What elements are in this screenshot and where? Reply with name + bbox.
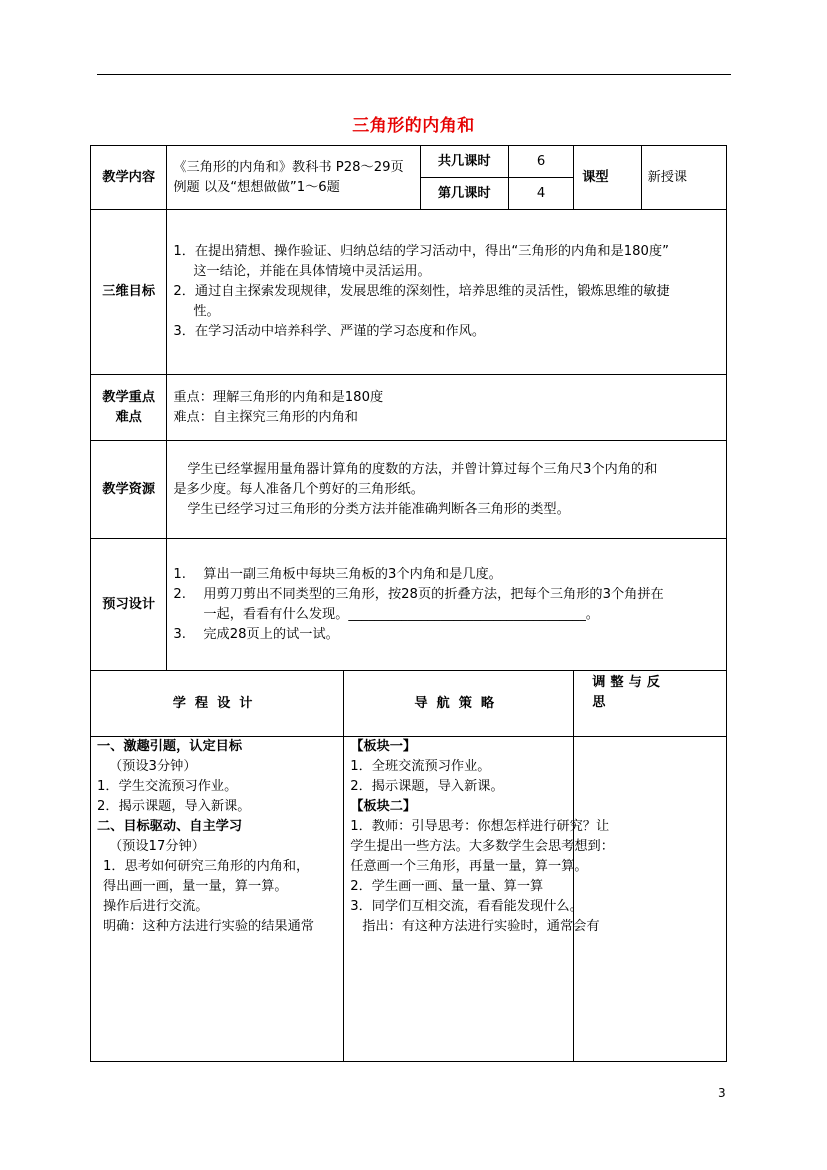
page-number: 3 (718, 1086, 726, 1100)
teaching-content-line-1: 《三角形的内角和》教科书 P28～29页 (173, 159, 404, 175)
process-step: 明确：这种方法进行实验的结果通常 (103, 919, 314, 934)
resources-label: 教学资源 (91, 441, 167, 539)
teaching-content-cell (167, 146, 420, 210)
teaching-content-label: 教学内容 (91, 146, 167, 210)
key-points-cell (167, 375, 727, 441)
resource-line: 学生已经学习过三角形的分类方法并能准确判断各三角形的类型。 (187, 501, 570, 517)
strategy-step: 2．学生画一画、量一量、算一算 (350, 879, 544, 894)
strategy-step: 3．同学们互相交流，看看能发现什么。 (350, 899, 583, 914)
process-step: 操作后进行交流。 (103, 899, 209, 914)
strategy-step: 【板块一】 (350, 739, 417, 754)
preview-item-text: 一起，看看有什么发现。____________________________________。 (203, 606, 599, 622)
strategy-step: 1．教师：引导思考：你想怎样进行研究？让 (350, 819, 610, 834)
document-title: 三角形的内角和 (352, 116, 475, 136)
process-step: 1．思考如何研究三角形的内角和， (103, 859, 310, 874)
preview-label: 预习设计 (91, 539, 167, 671)
lesson-number-label: 第几课时 (420, 178, 508, 210)
process-step: （预设17分钟） (109, 839, 205, 854)
goal-line: 1．在提出猜想、操作验证、归纳总结的学习活动中，得出“三角形的内角和是180度” (173, 244, 669, 259)
goal-line: 3．在学习活动中培养科学、严谨的学习态度和作风。 (173, 324, 486, 339)
process-step: 一、激趣引题，认定目标 (97, 739, 243, 754)
preview-item-number: 2. (173, 586, 186, 602)
goal-line: 性。 (193, 304, 220, 319)
resources-cell (167, 441, 727, 539)
preview-item-number: 1. (173, 566, 186, 582)
navigation-strategy-header: 导航策略 (344, 671, 574, 737)
process-body-row (91, 737, 727, 1062)
navigation-strategy-cell (344, 737, 614, 1062)
adjust-reflect-cell (574, 737, 727, 1062)
adjust-reflect-header-line-1: 调整与反 (592, 675, 665, 690)
adjust-reflect-header (574, 671, 727, 737)
key-points-label (91, 375, 167, 441)
process-step: 得出画一画，量一量，算一算。 (103, 879, 288, 894)
strategy-step: 任意画一个三角形，再量一量，算一算。 (350, 859, 588, 874)
strategy-step: 1．全班交流预习作业。 (350, 759, 491, 774)
preview-item-number: 3. (173, 626, 186, 642)
key-points-label-line-1: 教学重点 (102, 389, 156, 405)
preview-item-text: 算出一副三角板中每块三角板的3个内角和是几度。 (203, 566, 502, 582)
preview-cell (167, 539, 727, 671)
lesson-number-value: 4 (508, 178, 573, 210)
strategy-step: 【板块二】 (350, 799, 417, 814)
resources-row (91, 441, 727, 539)
process-design-header: 学程设计 (91, 671, 344, 737)
lesson-type-value: 新授课 (641, 146, 726, 210)
adjust-reflect-header-line-2: 思 (592, 695, 606, 710)
strategy-step: 2．揭示课题，导入新课。 (350, 779, 504, 794)
preview-item (173, 605, 720, 625)
goals-cell (167, 210, 727, 375)
goals-label: 三维目标 (91, 210, 167, 375)
lesson-plan-table (90, 145, 727, 1062)
info-row-1 (91, 146, 727, 178)
process-design-cell (91, 737, 344, 1062)
key-points-row (91, 375, 727, 441)
header-rule (97, 74, 731, 75)
strategy-step: 指出：有这种方法进行实验时，通常会有 (362, 919, 600, 934)
preview-item-text: 用剪刀剪出不同类型的三角形，按28页的折叠方法，把每个三角形的3个角拼在 (203, 586, 664, 602)
difficulty-line: 难点：自主探究三角形的内角和 (173, 409, 358, 425)
key-point-line: 重点：理解三角形的内角和是180度 (173, 389, 384, 405)
goals-row (91, 210, 727, 375)
teaching-content-line-2: 例题 以及“想想做做”1～6题 (173, 179, 340, 195)
preview-item (173, 585, 720, 605)
goal-line: 2．通过自主探索发现规律，发展思维的深刻性，培养思维的灵活性，锻炼思维的敏捷 (173, 284, 670, 299)
resource-line: 学生已经掌握用量角器计算角的度数的方法，并曾计算过每个三角尺3个内角的和 (187, 461, 658, 477)
preview-item (173, 565, 720, 585)
process-step: （预设3分钟） (109, 759, 197, 774)
resource-line: 是多少度。每人准备几个剪好的三角形纸。 (173, 481, 424, 497)
goal-line: 这一结论，并能在具体情境中灵活运用。 (193, 264, 431, 279)
process-step: 1．学生交流预习作业。 (97, 779, 238, 794)
process-header-row (91, 671, 727, 737)
preview-item (173, 625, 720, 645)
key-points-label-line-2: 难点 (115, 409, 142, 425)
strategy-step: 学生提出一些方法。大多数学生会思考想到： (350, 839, 614, 854)
process-step: 2．揭示课题，导入新课。 (97, 799, 251, 814)
preview-item-text: 完成28页上的试一试。 (203, 626, 339, 642)
total-lessons-label: 共几课时 (420, 146, 508, 178)
lesson-type-label: 课型 (574, 146, 641, 210)
process-step: 二、目标驱动、自主学习 (97, 819, 243, 834)
preview-row (91, 539, 727, 671)
total-lessons-value: 6 (508, 146, 573, 178)
